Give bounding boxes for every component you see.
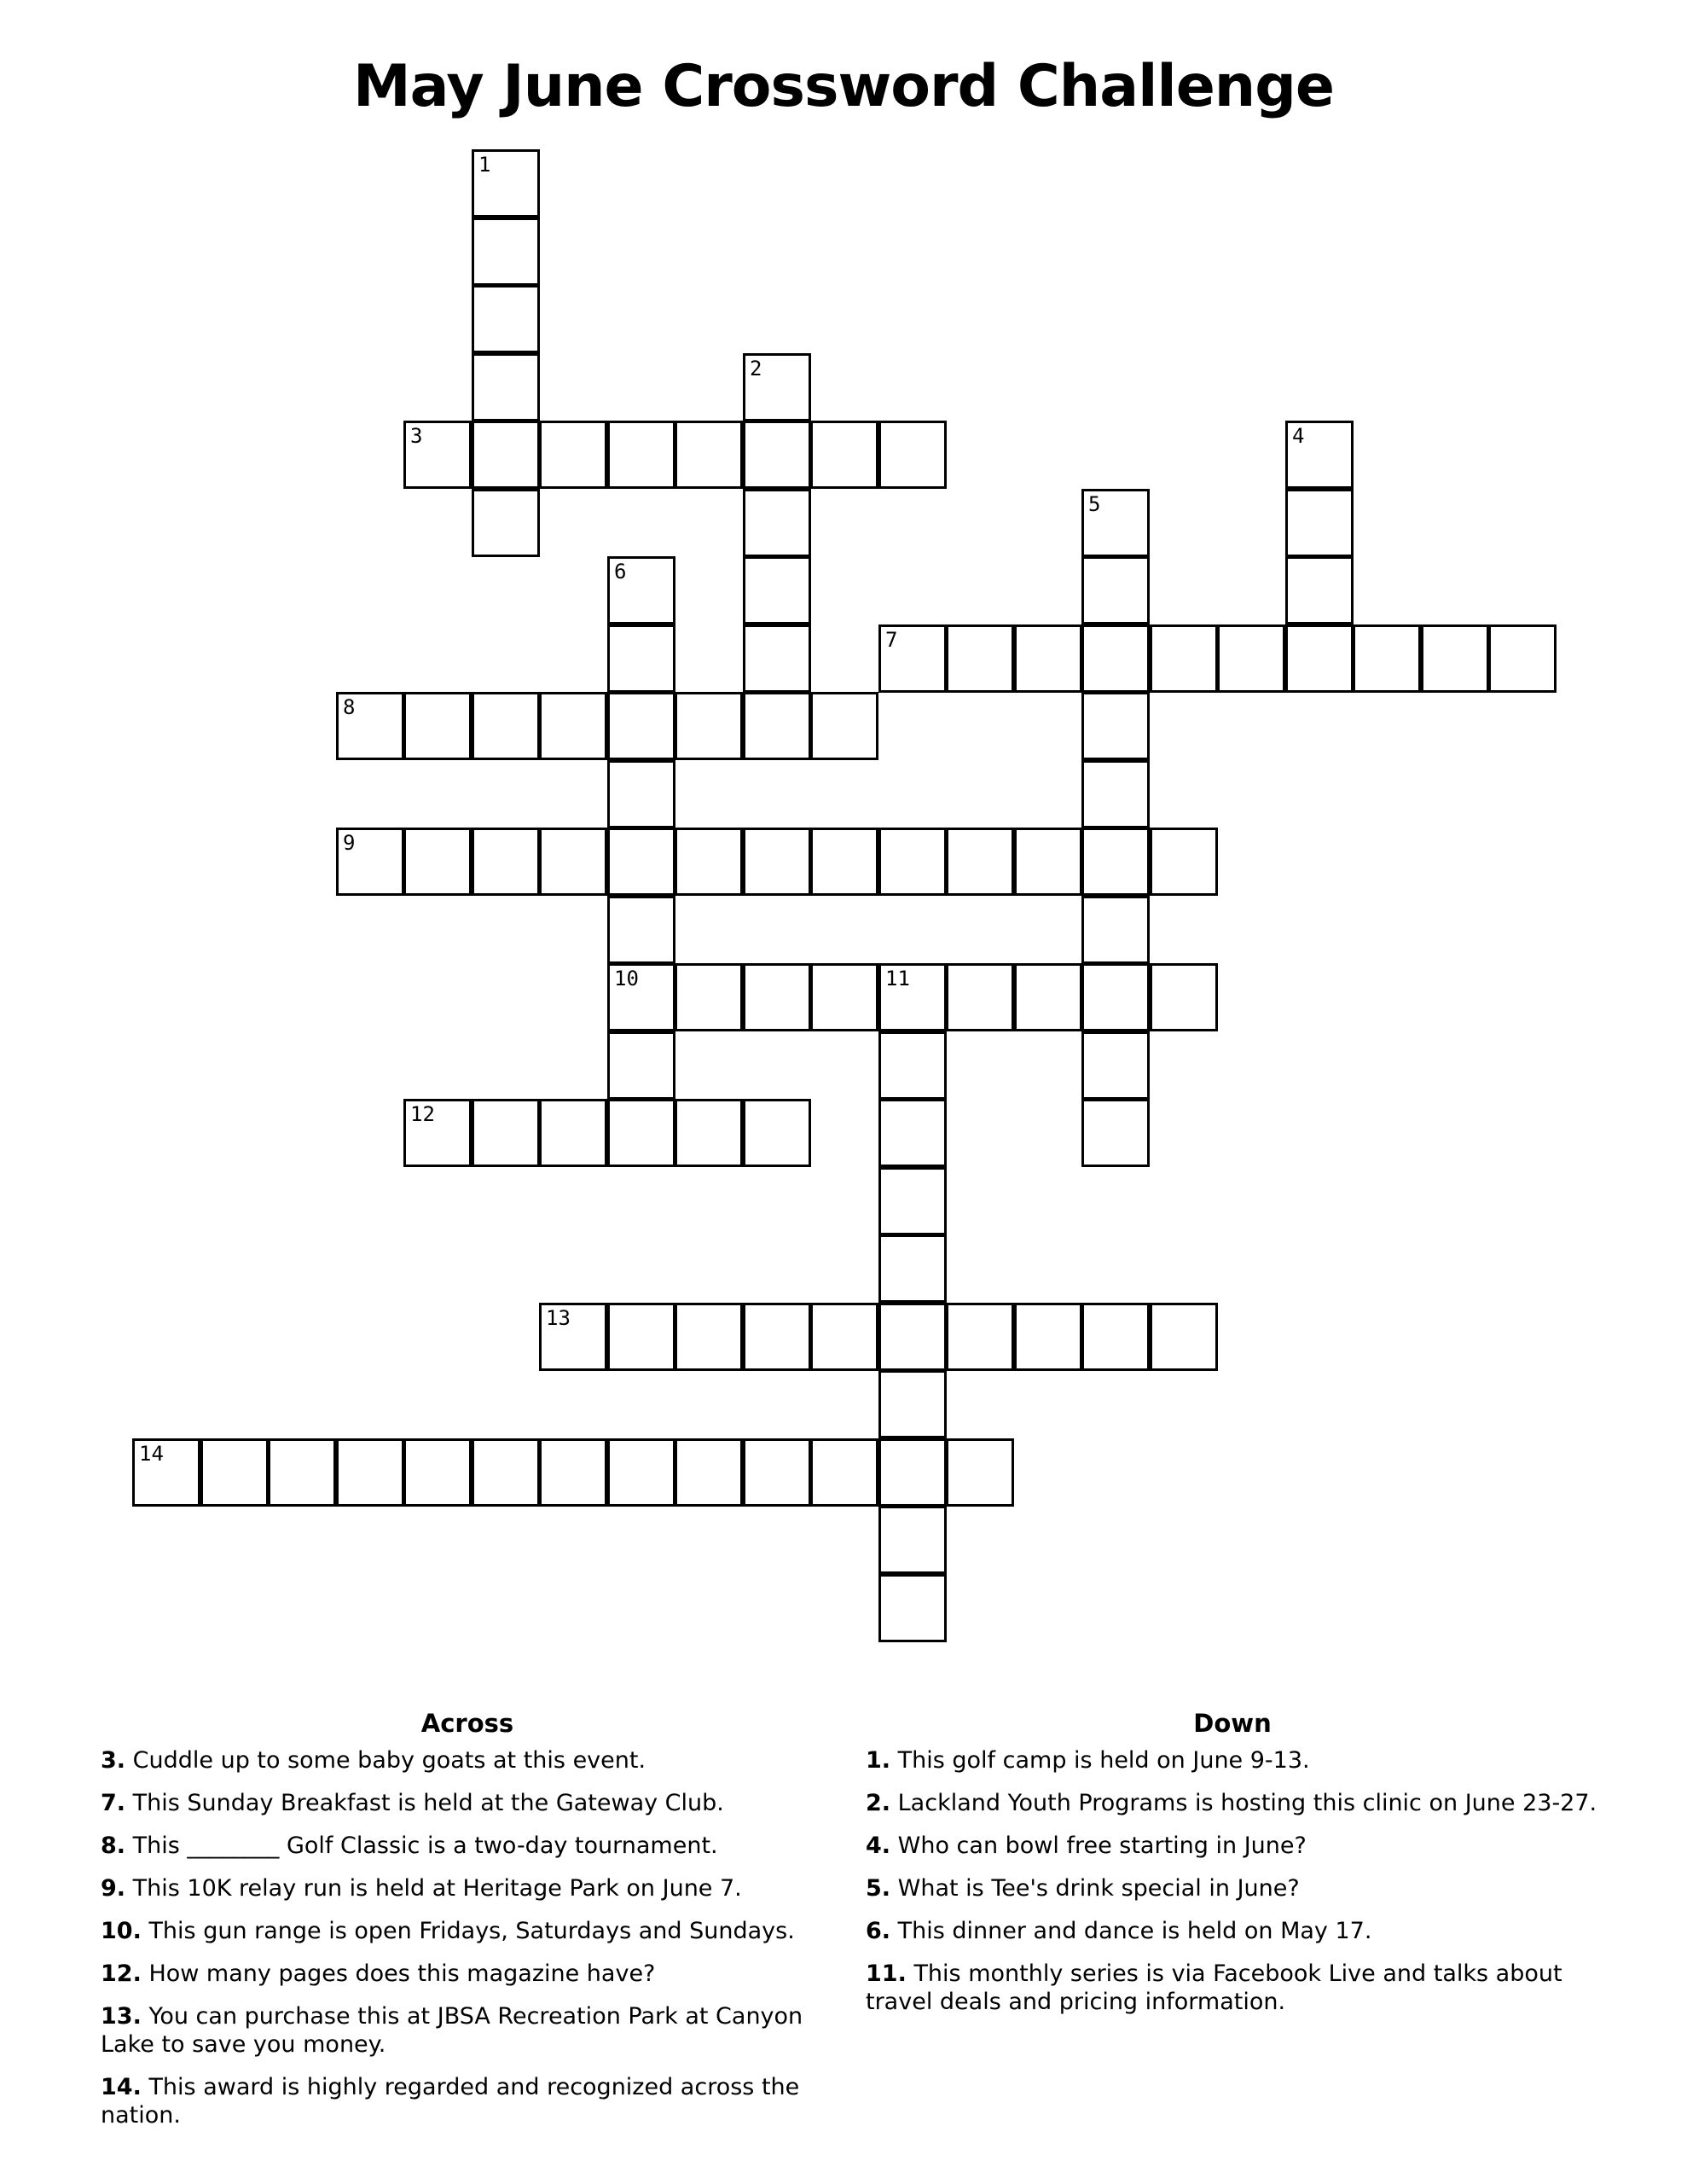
grid-cell[interactable] [810, 1303, 878, 1371]
grid-cell[interactable] [336, 692, 404, 760]
grid-cell[interactable] [1488, 624, 1557, 693]
grid-cell[interactable] [1081, 896, 1150, 964]
grid-cell[interactable] [1081, 556, 1150, 624]
clue-text: This Sunday Breakfast is held at the Gateway Club. [132, 1790, 724, 1816]
grid-cell[interactable] [607, 963, 675, 1031]
grid-cell[interactable] [675, 963, 743, 1031]
clue-text: How many pages does this magazine have? [148, 1960, 656, 1987]
grid-cell[interactable] [472, 489, 540, 557]
clue-number: 3 [410, 424, 423, 448]
clue-num: 10. [101, 1918, 142, 1944]
grid-cell[interactable] [1081, 760, 1150, 828]
grid-cell[interactable] [607, 1031, 675, 1100]
grid-cell[interactable] [743, 963, 811, 1031]
grid-cell[interactable] [946, 1438, 1014, 1507]
grid-cell[interactable] [607, 760, 675, 828]
grid-cell[interactable] [1014, 828, 1082, 896]
clue-text: What is Tee's drink special in June? [897, 1875, 1300, 1902]
clue-text: Cuddle up to some baby goats at this event. [132, 1747, 646, 1774]
across-clue [101, 1832, 834, 1860]
across-clue [101, 1960, 834, 1988]
grid-cell[interactable] [1081, 489, 1150, 557]
grid-cell[interactable] [946, 1303, 1014, 1371]
clue-num: 8. [101, 1833, 126, 1859]
across-clue [101, 1789, 834, 1817]
grid-cell[interactable] [878, 1031, 947, 1100]
grid-cell[interactable] [878, 1506, 947, 1574]
across-clue [101, 2002, 834, 2059]
clue-number: 11 [885, 967, 910, 990]
clue-num: 4. [866, 1833, 891, 1859]
grid-cell[interactable] [743, 1438, 811, 1507]
clue-text: This 10K relay run is held at Heritage Park on June 7. [132, 1875, 742, 1902]
grid-cell[interactable] [472, 1438, 540, 1507]
grid-cell[interactable] [743, 1303, 811, 1371]
clue-text: This ________ Golf Classic is a two-day tournament. [132, 1833, 718, 1859]
clue-num: 6. [866, 1918, 891, 1944]
clue-num: 14. [101, 2074, 142, 2100]
grid-cell[interactable] [675, 692, 743, 760]
grid-cell[interactable] [743, 624, 811, 693]
grid-cell[interactable] [946, 828, 1014, 896]
down-clue-list [866, 1746, 1599, 2016]
clue-number: 13 [546, 1306, 571, 1330]
grid-cell[interactable] [675, 421, 743, 489]
grid-cell[interactable] [539, 421, 607, 489]
grid-cell[interactable] [878, 1099, 947, 1167]
across-clue [101, 1917, 834, 1945]
grid-cell[interactable] [810, 421, 878, 489]
grid-cell[interactable] [539, 692, 607, 760]
grid-cell[interactable] [743, 692, 811, 760]
grid-cell[interactable] [607, 1099, 675, 1167]
clue-number: 7 [885, 628, 898, 652]
clue-number: 6 [614, 560, 627, 584]
clue-num: 5. [866, 1875, 891, 1902]
clue-number: 8 [343, 695, 356, 719]
clue-number: 14 [139, 1442, 164, 1466]
grid-cell[interactable] [403, 1099, 472, 1167]
grid-cell[interactable] [1353, 624, 1421, 693]
grid-cell[interactable] [1081, 624, 1150, 693]
grid-cell[interactable] [132, 1438, 200, 1507]
grid-cell[interactable] [403, 1438, 472, 1507]
clue-number: 12 [410, 1102, 435, 1126]
grid-cell[interactable] [743, 421, 811, 489]
grid-cell[interactable] [1150, 624, 1218, 693]
grid-cell[interactable] [607, 624, 675, 693]
grid-cell[interactable] [403, 692, 472, 760]
grid-cell[interactable] [539, 828, 607, 896]
grid-cell[interactable] [878, 1370, 947, 1438]
grid-cell[interactable] [1217, 624, 1285, 693]
down-clue [866, 1960, 1599, 2016]
grid-cell[interactable] [1081, 1031, 1150, 1100]
grid-cell[interactable] [472, 353, 540, 421]
grid-cell[interactable] [743, 828, 811, 896]
grid-cell[interactable] [607, 692, 675, 760]
grid-cell[interactable] [1081, 828, 1150, 896]
clue-number: 4 [1292, 424, 1305, 448]
down-clue [866, 1746, 1599, 1774]
grid-cell[interactable] [472, 828, 540, 896]
grid-cell[interactable] [878, 1167, 947, 1235]
grid-cell[interactable] [607, 1303, 675, 1371]
grid-cell[interactable] [472, 149, 540, 218]
grid-cell[interactable] [878, 828, 947, 896]
grid-cell[interactable] [878, 963, 947, 1031]
grid-cell[interactable] [539, 1099, 607, 1167]
grid-cell[interactable] [472, 421, 540, 489]
grid-cell[interactable] [336, 1438, 404, 1507]
across-clues [101, 1709, 834, 2144]
grid-cell[interactable] [539, 1303, 607, 1371]
grid-cell[interactable] [878, 1438, 947, 1507]
grid-cell[interactable] [878, 1234, 947, 1303]
grid-cell[interactable] [675, 1303, 743, 1371]
grid-cell[interactable] [1285, 556, 1354, 624]
grid-cell[interactable] [403, 828, 472, 896]
grid-cell[interactable] [675, 1099, 743, 1167]
grid-cell[interactable] [1014, 963, 1082, 1031]
clue-text: This monthly series is via Facebook Live and talks about travel deals and pricing information. [866, 1960, 1562, 2015]
clue-number: 1 [478, 153, 491, 177]
clue-num: 11. [866, 1960, 907, 1987]
grid-cell[interactable] [200, 1438, 269, 1507]
grid-cell[interactable] [1150, 963, 1218, 1031]
grid-cell[interactable] [946, 624, 1014, 693]
grid-cell[interactable] [743, 489, 811, 557]
grid-cell[interactable] [336, 828, 404, 896]
clue-text: This golf camp is held on June 9-13. [897, 1747, 1310, 1774]
across-clue-list [101, 1746, 834, 2129]
grid-cell[interactable] [539, 1438, 607, 1507]
grid-cell[interactable] [878, 1303, 947, 1371]
clue-text: Who can bowl free starting in June? [897, 1833, 1307, 1859]
grid-cell[interactable] [1081, 1099, 1150, 1167]
down-clue [866, 1789, 1599, 1817]
down-clue [866, 1874, 1599, 1902]
grid-cell[interactable] [946, 963, 1014, 1031]
down-clues [866, 1709, 1599, 2030]
grid-cell[interactable] [472, 218, 540, 286]
grid-cell[interactable] [472, 692, 540, 760]
grid-cell[interactable] [810, 692, 878, 760]
grid-cell[interactable] [1421, 624, 1489, 693]
grid-cell[interactable] [607, 556, 675, 624]
grid-cell[interactable] [1150, 1303, 1218, 1371]
clue-num: 13. [101, 2003, 142, 2030]
grid-cell[interactable] [675, 828, 743, 896]
grid-cell[interactable] [268, 1438, 336, 1507]
clue-num: 3. [101, 1747, 126, 1774]
clue-number: 10 [614, 967, 639, 990]
grid-cell[interactable] [878, 1574, 947, 1642]
across-clue [101, 1746, 834, 1774]
clue-text: This gun range is open Fridays, Saturdays and Sundays. [148, 1918, 795, 1944]
down-heading: Down [1193, 1709, 1272, 1738]
grid-cell[interactable] [743, 1099, 811, 1167]
grid-cell[interactable] [1285, 489, 1354, 557]
grid-cell[interactable] [1081, 692, 1150, 760]
grid-cell[interactable] [743, 353, 811, 421]
clue-number: 5 [1088, 492, 1101, 516]
grid-cell[interactable] [810, 1438, 878, 1507]
grid-cell[interactable] [472, 285, 540, 353]
grid-cell[interactable] [607, 1438, 675, 1507]
clue-number: 2 [750, 357, 762, 380]
clue-num: 2. [866, 1790, 891, 1816]
grid-cell[interactable] [1081, 1303, 1150, 1371]
grid-cell[interactable] [1014, 624, 1082, 693]
grid-cell[interactable] [607, 828, 675, 896]
grid-cell[interactable] [878, 421, 947, 489]
clue-num: 9. [101, 1875, 126, 1902]
grid-cell[interactable] [1081, 963, 1150, 1031]
grid-cell[interactable] [1150, 828, 1218, 896]
down-clue [866, 1917, 1599, 1945]
across-clue [101, 1874, 834, 1902]
clue-text: This award is highly regarded and recognized across the nation. [101, 2074, 800, 2129]
grid-cell[interactable] [743, 556, 811, 624]
grid-cell[interactable] [1285, 421, 1354, 489]
clue-text: This dinner and dance is held on May 17. [897, 1918, 1372, 1944]
grid-cell[interactable] [607, 421, 675, 489]
across-heading: Across [420, 1709, 514, 1738]
across-clue [101, 2073, 834, 2129]
clue-text: Lackland Youth Programs is hosting this clinic on June 23-27. [897, 1790, 1597, 1816]
clue-num: 12. [101, 1960, 142, 1987]
grid-cell[interactable] [1014, 1303, 1082, 1371]
grid-cell[interactable] [810, 963, 878, 1031]
grid-cell[interactable] [1285, 624, 1354, 693]
grid-cell[interactable] [878, 624, 947, 693]
grid-cell[interactable] [403, 421, 472, 489]
grid-cell[interactable] [675, 1438, 743, 1507]
clue-num: 7. [101, 1790, 126, 1816]
grid-cell[interactable] [472, 1099, 540, 1167]
grid-cell[interactable] [607, 896, 675, 964]
page-title: May June Crossword Challenge [352, 53, 1335, 120]
clue-text: You can purchase this at JBSA Recreation Park at Canyon Lake to save you money. [101, 2003, 803, 2058]
clue-number: 9 [343, 831, 356, 855]
clue-num: 1. [866, 1747, 891, 1774]
grid-cell[interactable] [810, 828, 878, 896]
down-clue [866, 1832, 1599, 1860]
